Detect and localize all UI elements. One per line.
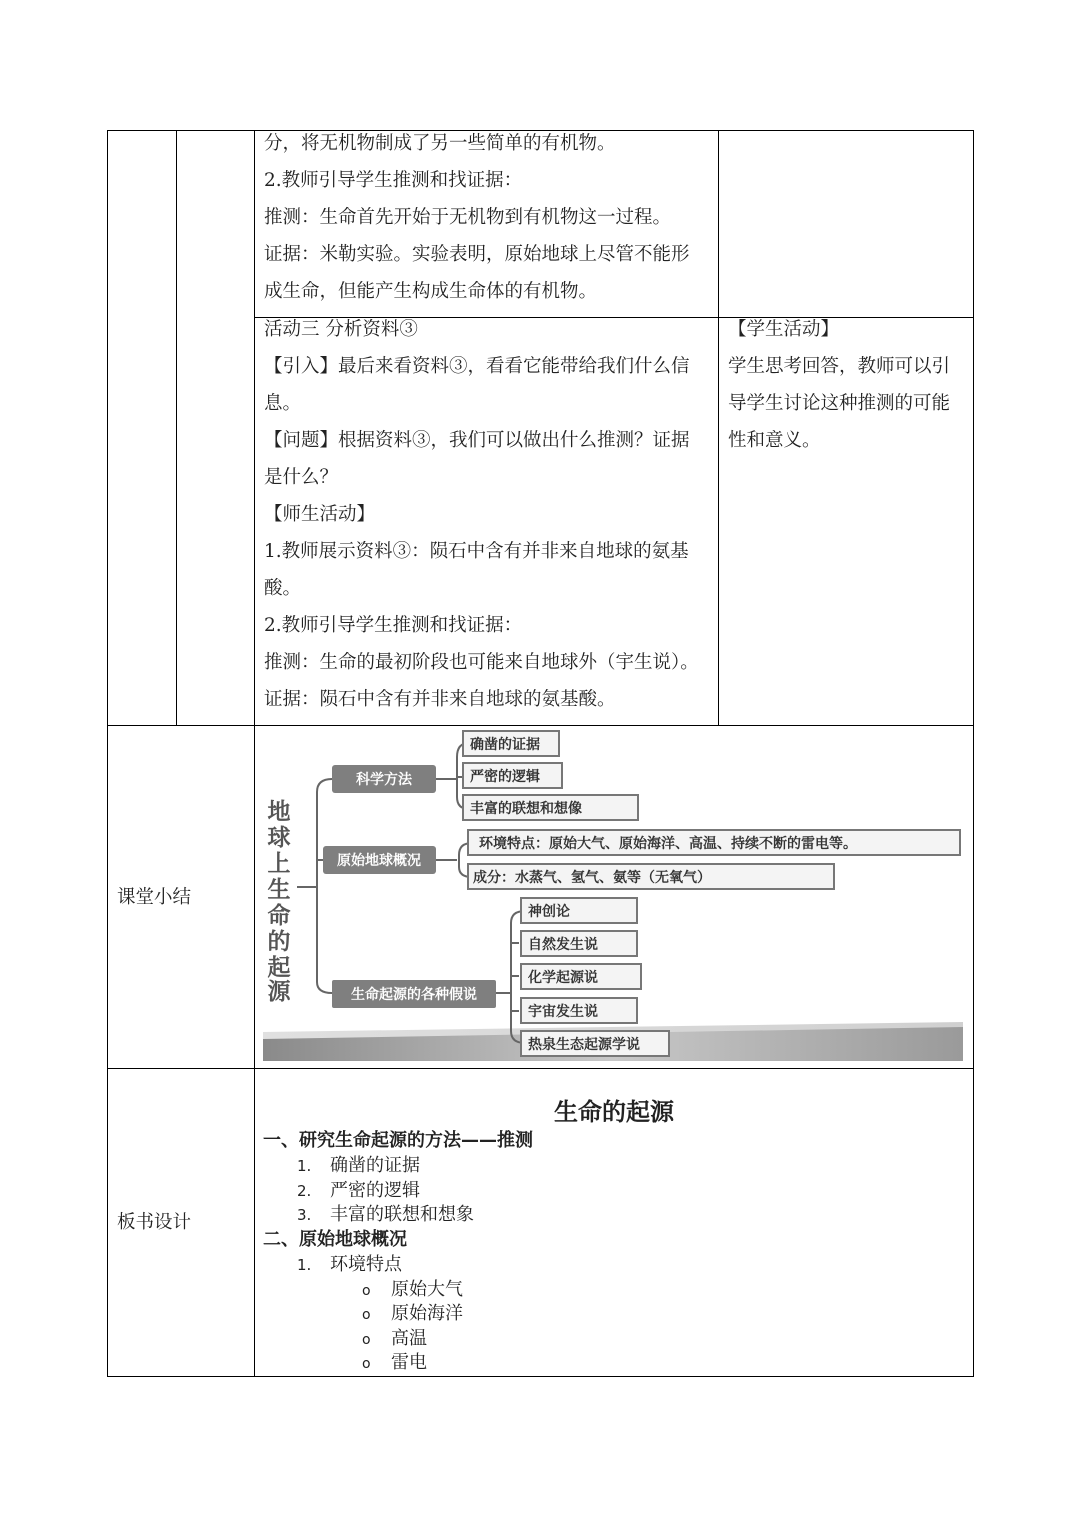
student-activity-cell [728,311,968,459]
branch-scientific-method [332,765,436,793]
leaf-label: 严密的逻辑 [470,769,540,785]
bullet-item [362,1302,463,1328]
bullet-marker: o [362,1356,371,1372]
text-line: 2.教师引导学生推测和找证据： [264,170,523,191]
bullet-text: 高温 [391,1328,427,1349]
text-line: 【引入】最后来看资料③，看看它能带给我们什么信 [264,356,690,377]
root-char: 的 [267,929,291,955]
bullet-text: 雷电 [391,1352,427,1373]
mindmap-svg [257,727,969,1065]
row-divider [107,725,974,726]
list-text: 严密的逻辑 [330,1180,420,1201]
column-divider [176,130,177,726]
list-number: 1. [297,1157,312,1175]
leaf-label: 自然发生说 [528,937,598,953]
summary-label: 课堂小结 [117,887,192,908]
text-line: 【问题】根据资料③，我们可以做出什么推测？证据 [264,430,690,451]
bullet-marker: o [362,1307,371,1323]
root-char: 生 [267,877,291,903]
text-line: 【师生活动】 [264,504,376,525]
leaf-label: 成分：水蒸气、氢气、氨等（无氧气） [473,870,711,886]
text-line: 推测：生命的最初阶段也可能来自地球外（宇生说）。 [264,652,699,673]
root-char: 上 [267,851,291,877]
list-text: 丰富的联想和想象 [330,1204,474,1225]
text-line: 酸。 [264,578,302,599]
list-number: 3. [297,1206,312,1224]
branch-label: 原始地球概况 [337,853,421,869]
table-bottom-border [107,1376,974,1377]
table-right-border [973,130,974,1377]
bullet-item [362,1351,427,1377]
list-item [297,1253,402,1278]
list-text: 确凿的证据 [330,1155,420,1176]
row-divider [107,1068,974,1069]
leaf-label: 热泉生态起源学说 [528,1037,640,1053]
branch-label: 生命起源的各种假说 [351,987,477,1003]
mindmap-root [268,798,292,1005]
leaf-label: 化学起源说 [528,970,598,986]
list-number: 2. [297,1182,312,1200]
bullet-marker: o [362,1283,371,1299]
text-line: 导学生讨论这种推测的可能 [728,393,951,414]
leaf-label: 神创论 [528,904,570,920]
branch-hypotheses [332,980,496,1008]
text-line: 2.教师引导学生推测和找证据： [264,615,523,636]
branch-primitive-earth [323,846,436,874]
section-heading: 一、研究生命起源的方法——推测 [263,1130,533,1151]
list-item [297,1203,474,1228]
root-char: 地 [267,799,291,825]
leaf-label: 确凿的证据 [470,737,540,753]
text-line: 分，将无机物制成了另一些简单的有机物。 [264,133,616,154]
column-divider [718,130,719,726]
text-line: 证据：米勒实验。实验表明，原始地球上尽管不能形 [264,244,690,265]
bullet-text: 原始海洋 [391,1303,463,1324]
bullet-item [362,1278,463,1304]
text-line: 学生思考回答，教师可以引 [728,356,951,377]
text-line: 证据：陨石中含有并非来自地球的氨基酸。 [264,689,616,710]
text-line: 【学生活动】 [728,319,840,340]
text-line: 活动三 分析资料③ [264,319,418,340]
list-number: 1. [297,1256,312,1274]
column-divider [254,130,255,1377]
list-item [297,1154,420,1179]
board-label: 板书设计 [117,1212,192,1233]
branch-label: 科学方法 [356,772,412,788]
board-title: 生命的起源 [554,1098,674,1126]
root-char: 起 [267,955,291,981]
text-line: 是什么？ [264,467,339,488]
teacher-activity-cell [264,125,714,310]
text-line: 性和意义。 [728,430,821,451]
root-char: 源 [267,979,291,1005]
section-heading: 二、原始地球概况 [263,1229,407,1250]
bullet-item [362,1327,427,1353]
mindmap-diagram [257,727,969,1065]
connector [317,779,332,993]
activity-three-cell [264,311,716,718]
text-line: 推测：生命首先开始于无机物到有机物这一过程。 [264,207,672,228]
leaf-label: 环境特点：原始大气、原始海洋、高温、持续不断的雷电等。 [479,836,857,852]
root-char: 命 [267,903,291,929]
bullet-text: 原始大气 [391,1279,463,1300]
leaf-label: 丰富的联想和想像 [470,801,582,817]
bullet-marker: o [362,1332,371,1348]
text-line: 成生命，但能产生构成生命体的有机物。 [264,281,598,302]
text-line: 息。 [264,393,302,414]
list-text: 环境特点 [330,1254,402,1275]
text-line: 1.教师展示资料③：陨石中含有并非来自地球的氨基 [264,541,689,562]
table-left-border [107,130,108,1377]
root-char: 球 [267,825,291,851]
list-item [297,1179,420,1204]
leaf-label: 宇宙发生说 [528,1004,598,1020]
